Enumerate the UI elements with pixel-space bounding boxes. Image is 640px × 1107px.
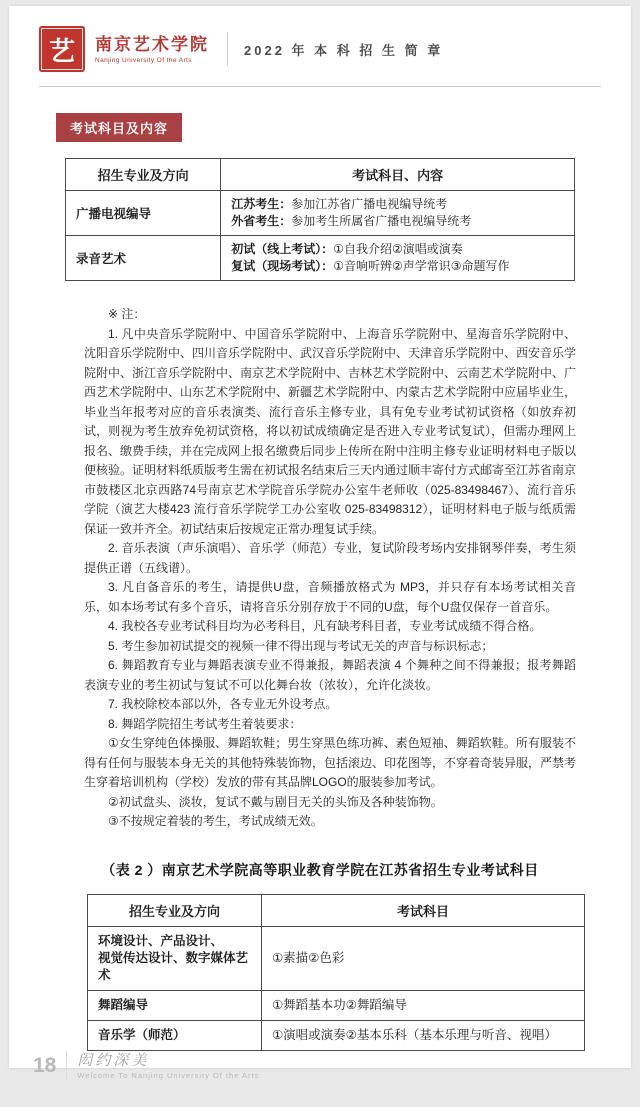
content-line xyxy=(231,196,564,213)
line-label: 初试（线上考试）： xyxy=(231,242,334,256)
line-text: 参加江苏省广播电视编导统考 xyxy=(291,197,448,211)
note-item: 3. 凡自备音乐的考生，请提供U盘，音频播放格式为 MP3，并只存有本场考试相关音乐，如本场考试有多个音乐，请将音乐分别存放于不同的U盘，每个U盘仅保存一首音乐。 xyxy=(84,580,576,614)
seal-glyph: 艺 xyxy=(48,36,75,67)
major-line: 环境设计、产品设计、 xyxy=(98,933,224,948)
note-item: 4. 我校各专业考试科目均为必考科目，凡有缺考科目者，专业考试成绩不得合格。 xyxy=(108,619,542,633)
table2-header-row xyxy=(88,894,585,926)
table1-header-content: 考试科目、内容 xyxy=(221,159,575,191)
document-title: 2022 年 本 科 招 生 简 章 xyxy=(244,42,444,58)
vocational-exam-table xyxy=(87,894,585,1051)
line-text: ①音响听辨②声学常识③命题写作 xyxy=(333,259,510,273)
major-line: 舞蹈编导 xyxy=(98,997,149,1012)
major-line: 音乐学（师范） xyxy=(98,1027,186,1042)
notes-heading: ※ 注： xyxy=(108,307,146,321)
vocational-table-wrapper xyxy=(87,894,585,1051)
note-item: 7. 我校除校本部以外，各专业无外设考点。 xyxy=(108,697,338,711)
document-page xyxy=(9,6,631,1080)
content-line xyxy=(231,258,564,275)
line-label: 外省考生： xyxy=(231,214,292,228)
line-label: 江苏考生： xyxy=(231,197,292,211)
table-row xyxy=(88,990,585,1020)
university-name-en: Nanjing University Of the Arts xyxy=(95,56,192,64)
major-cell xyxy=(88,926,262,990)
footer-divider xyxy=(66,1051,67,1081)
screenshot-canvas xyxy=(0,6,640,1083)
university-seal-icon xyxy=(39,26,85,72)
table2-header-subjects: 考试科目 xyxy=(261,894,584,926)
subjects-cell: ①舞蹈基本功②舞蹈编导 xyxy=(261,990,584,1020)
content-line xyxy=(231,241,564,258)
page-number: 18 xyxy=(33,1053,57,1077)
exam-subjects-table xyxy=(65,158,575,281)
note-subitem: ②初试盘头、淡妆，复试不戴与剧目无关的头饰及各种装饰物。 xyxy=(108,794,443,809)
table1-header-major: 招生专业及方向 xyxy=(66,159,221,191)
major-cell: 录音艺术 xyxy=(66,236,221,281)
note-item: 5. 考生参加初试提交的视频一律不得出现与考试无关的声音与标识标志； xyxy=(108,638,494,653)
university-name-cn: 南京艺术学院 xyxy=(95,34,209,55)
note-item: 8. 舞蹈学院招生考试考生着装要求： xyxy=(108,716,302,731)
footer-welcome-text: Welcome To Nanjing University Of the Arts xyxy=(77,1070,260,1080)
section-badge: 考试科目及内容 xyxy=(56,113,182,142)
subjects-cell: ①演唱或演奏②基本乐科（基本乐理与听音、视唱） xyxy=(261,1020,584,1050)
note-item: 6. 舞蹈教育专业与舞蹈表演专业不得兼报，舞蹈表演 4 个舞种之间不得兼报；报考舞蹈表演专业的考生初试与复试不可以化舞台妆（浓妆），允许化淡妆。 xyxy=(84,658,576,692)
table1-header-row xyxy=(66,159,575,191)
table-row xyxy=(88,1020,585,1050)
table-row xyxy=(66,191,575,236)
page-header xyxy=(9,6,631,72)
university-motto: 闳约深美 xyxy=(77,1050,150,1069)
subjects-cell: ①素描②色彩 xyxy=(261,926,584,990)
note-item: 1. 凡中央音乐学院附中、中国音乐学院附中、上海音乐学院附中、星海音乐学院附中、沈阳音乐学院附中、四川音乐学院附中、武汉音乐学院附中、天津音乐学院附中、西安音乐学院附中、浙江音乐学院附中、南京艺术学院附中、吉林艺术学院附中、云南艺术学院附中、广西艺术学院附中、山东艺术学院附中、新疆艺术学院附中、内蒙古艺术学院附中应届毕业生，毕业当年报考对应的音乐表演类、流行音乐主修专业，具有免专业考试初试资格（如放弃初试，则视为考生放弃免初试资格，将以初试成绩确定是否进入专业考试复试），但需办理网上报名、缴费手续，并在完成网上报名缴费后同步上传所在附中注明主修专业证明材料电子版以便核验。证明材料纸质版考生需在初试报名结束后三天内通过顺丰寄付方式邮寄至江苏省南京市鼓楼区北京西路74号南京艺术学院音乐学院办公室牛老师收（025-83498467）、流行音乐学院（演艺大楼423 流行音乐学院学工办公室收 025-83498312），证明材料电子版与纸质需保证一致并齐全。初试结束后按规定正常办理复试手续。 xyxy=(84,326,577,536)
table2-header-major: 招生专业及方向 xyxy=(88,894,262,926)
major-cell xyxy=(88,1020,262,1050)
notes-section xyxy=(84,305,576,832)
footer-text-block xyxy=(77,1052,259,1080)
exam-table-wrapper xyxy=(65,158,575,281)
header-rule xyxy=(39,86,601,87)
note-item: 2. 音乐表演（声乐演唱）、音乐学（师范）专业，复试阶段考场内安排钢琴伴奏，考生须提供正谱（五线谱）。 xyxy=(84,541,576,575)
line-text: ①自我介绍②演唱或演奏 xyxy=(333,242,463,256)
table-row xyxy=(88,926,585,990)
major-cell xyxy=(88,990,262,1020)
header-divider xyxy=(227,32,228,66)
note-subitem: ①女生穿纯色体操服、舞蹈软鞋；男生穿黑色练功裤、素色短袖、舞蹈软鞋。所有服装不得有任何与服装本身无关的其他特殊装饰物，包括滚边、印花图等，不穿着奇装异服，严禁考生穿着培训机构（学校）发放的带有其品牌LOGO的服装参加考试。 xyxy=(84,736,577,789)
note-subitem: ③不按规定着装的考生，考试成绩无效。 xyxy=(108,814,323,828)
line-label: 复试（现场考试）： xyxy=(231,259,334,273)
content-cell xyxy=(221,236,575,281)
content-cell xyxy=(221,191,575,236)
table-row xyxy=(66,236,575,281)
page-footer xyxy=(9,1051,631,1107)
content-line xyxy=(231,213,564,230)
line-text: 参加考生所属省广播电视编导统考 xyxy=(291,214,472,228)
major-line: 视觉传达设计、数字媒体艺术 xyxy=(98,950,249,982)
major-cell: 广播电视编导 xyxy=(66,191,221,236)
university-name-block xyxy=(95,35,209,64)
table2-title: （表 2 ）南京艺术学院高等职业教育学院在江苏省招生专业考试科目 xyxy=(101,861,539,878)
